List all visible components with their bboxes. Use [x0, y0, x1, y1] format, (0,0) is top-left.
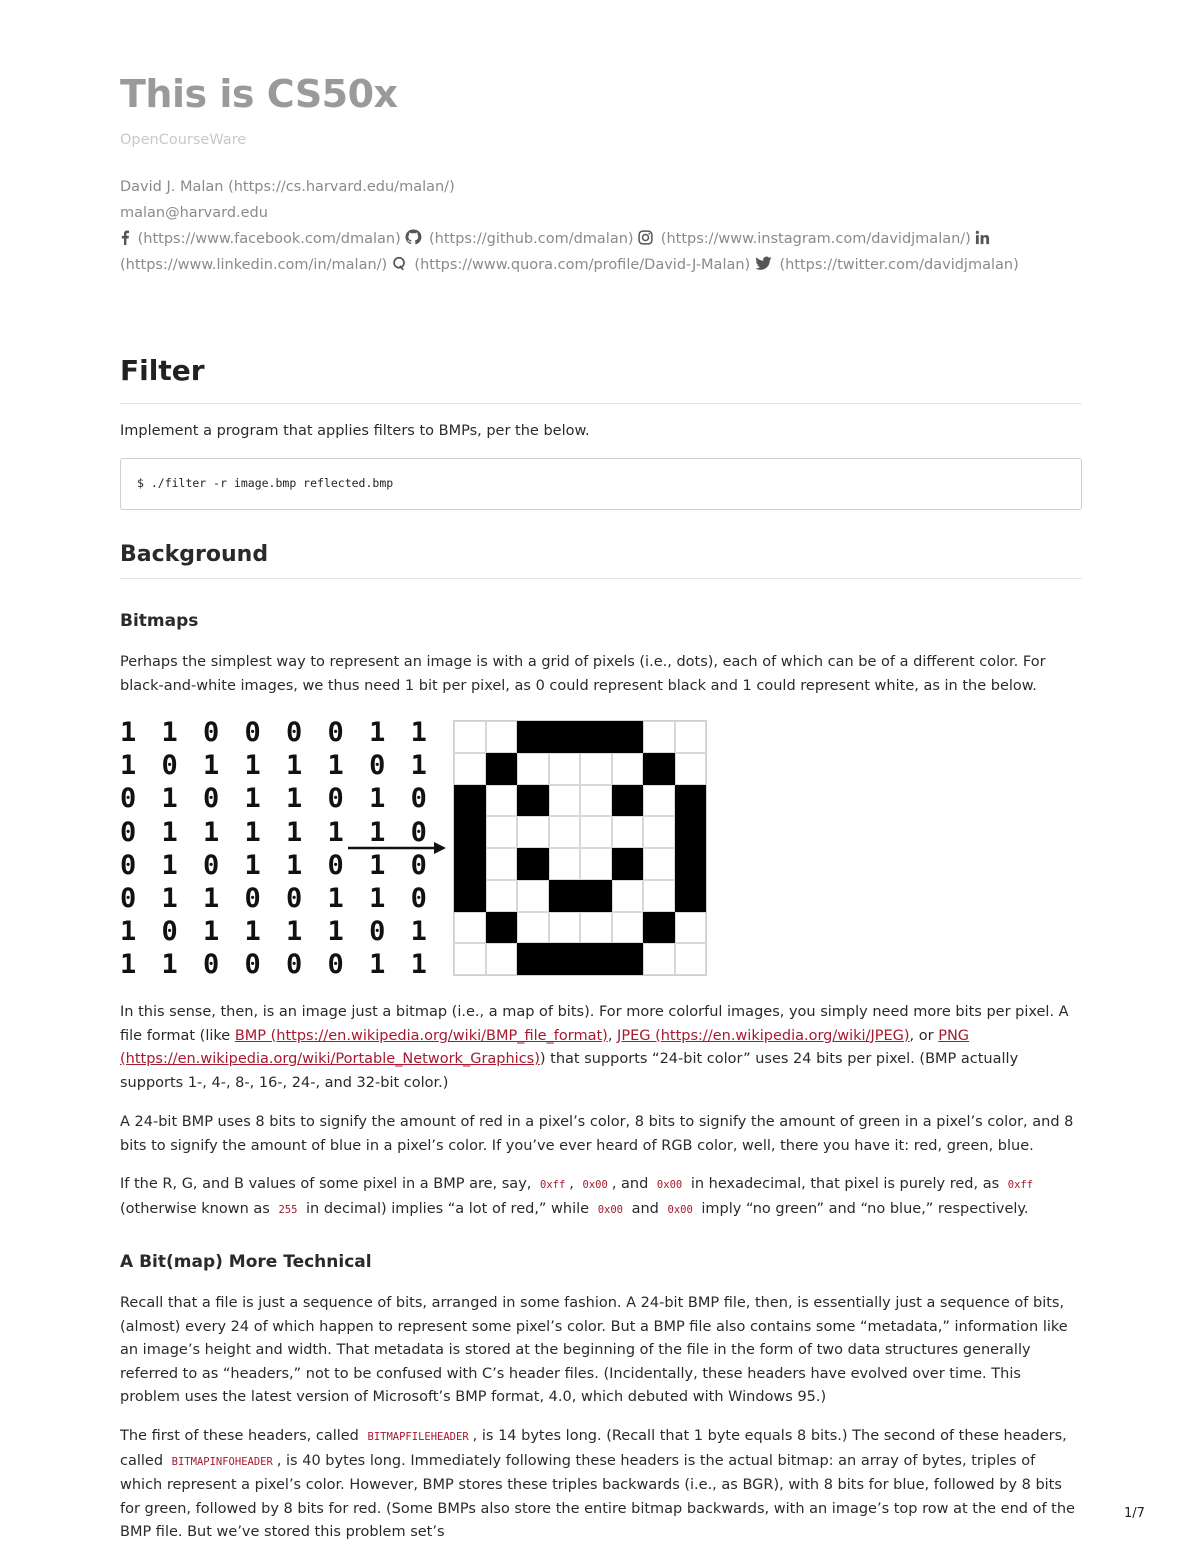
black-pixel: [580, 943, 612, 975]
white-pixel: [549, 753, 581, 785]
white-pixel: [675, 943, 707, 975]
white-pixel: [517, 753, 549, 785]
white-pixel: [643, 785, 675, 817]
binary-row: 0 1 0 1 1 0 1 0: [120, 849, 432, 881]
black-pixel: [675, 816, 707, 848]
white-pixel: [454, 943, 486, 975]
white-pixel: [580, 912, 612, 944]
white-pixel: [517, 816, 549, 848]
black-pixel: [549, 721, 581, 753]
command-code-block: [120, 458, 1082, 510]
white-pixel: [675, 721, 707, 753]
black-pixel: [486, 753, 518, 785]
black-pixel: [675, 880, 707, 912]
p4-text-h: imply “no green” and “no blue,” respectively.: [696, 1200, 1029, 1217]
white-pixel: [517, 912, 549, 944]
p2-text-b: ,: [607, 1027, 618, 1044]
black-pixel: [580, 880, 612, 912]
white-pixel: [675, 753, 707, 785]
white-pixel: [675, 912, 707, 944]
social-links-line-2: [120, 252, 1082, 278]
p4-text-d: in hexadecimal, that pixel is purely red, as: [686, 1176, 1004, 1192]
headers-paragraph: Recall that a file is just a sequence of bits, arranged in some fashion. A 24-bit BMP file, then, is essentially just a sequence of bits, (almost) every 24 of which happen to represent some pixel’s color. But a BMP file also contains some “metadata,” information like an image’s height and width. That metadata is stored at the beginning of the file in the form of two data structures generally referred to as “headers,” not to be confused with C’s header files. (Incidentally, these headers have evolved over time. This problem uses the latest version of Microsoft’s BMP format, 4.0, which debuted with Windows 95.): [120, 1295, 1068, 1405]
png-link[interactable]: PNG (https://en.wikipedia.org/wiki/Portable_Network_Graphics): [120, 1027, 970, 1067]
inline-code: 0x00: [582, 1179, 608, 1191]
white-pixel: [580, 785, 612, 817]
github-icon: [405, 229, 421, 245]
black-pixel: [675, 848, 707, 880]
white-pixel: [486, 785, 518, 817]
inline-code: 0x00: [597, 1203, 623, 1216]
p2-text-d: ) that supports “24-bit color” uses 24 bits per pixel. (BMP actually supports 1-, 4-, 8-, 16-, 24-, and 32-bit color.): [120, 1051, 1019, 1091]
black-pixel: [454, 816, 486, 848]
github-link[interactable]: (https://github.com/dmalan): [428, 231, 634, 247]
p4-text-c: , and: [611, 1176, 653, 1192]
white-pixel: [454, 912, 486, 944]
white-pixel: [486, 880, 518, 912]
white-pixel: [612, 912, 644, 944]
title-divider: [120, 403, 1082, 404]
command-text: $ ./filter -r image.bmp reflected.bmp: [137, 476, 394, 490]
p6-text-b: , is 14 bytes long. (Recall that 1 byte equals 8 bits.) The second of these headers, called: [120, 1428, 1067, 1469]
white-pixel: [580, 753, 612, 785]
p4-text-b: ,: [569, 1176, 579, 1192]
black-pixel: [612, 848, 644, 880]
black-pixel: [517, 785, 549, 817]
technical-heading: A Bit(map) More Technical: [120, 1252, 372, 1272]
black-pixel: [643, 753, 675, 785]
quora-link[interactable]: (https://www.quora.com/profile/David-J-Malan): [414, 257, 751, 273]
author-block: [120, 174, 1082, 278]
page-number: 1/7: [1124, 1506, 1145, 1521]
binary-row: 0 1 1 1 1 1 1 0: [120, 816, 432, 848]
white-pixel: [643, 943, 675, 975]
author-name[interactable]: David J. Malan (https://cs.harvard.edu/malan/): [120, 179, 455, 195]
inline-code: 255: [278, 1203, 298, 1216]
inline-code: 0xff: [540, 1179, 566, 1191]
inline-code: 0x00: [656, 1179, 683, 1191]
p2-text-c: , or: [909, 1027, 939, 1044]
bitmap-structure-paragraph: [120, 1425, 1082, 1540]
white-pixel: [454, 753, 486, 785]
bitmap-paragraph: [120, 1001, 1082, 1095]
black-pixel: [612, 785, 644, 817]
right-arrow-icon: [348, 838, 448, 858]
binary-row: 1 0 1 1 1 1 0 1: [120, 916, 432, 948]
white-pixel: [643, 848, 675, 880]
rgb-paragraph: A 24-bit BMP uses 8 bits to signify the amount of red in a pixel’s color, 8 bits to signify the amount of green in a pixel’s color, and 8 bits to signify the amount of blue in a pixel’s color. If you’ve ever heard of RGB color, well, there you have it: red, green, blue.: [120, 1114, 1074, 1154]
p4-text-a: If the R, G, and B values of some pixel in a BMP are, say,: [120, 1176, 536, 1192]
white-pixel: [549, 785, 581, 817]
facebook-icon: [120, 230, 130, 245]
bmp-link[interactable]: BMP (https://en.wikipedia.org/wiki/BMP_file_format): [234, 1027, 608, 1044]
black-pixel: [612, 721, 644, 753]
linkedin-link[interactable]: (https://www.linkedin.com/in/malan/): [120, 257, 388, 273]
white-pixel: [549, 816, 581, 848]
intro-paragraph: Implement a program that applies filters to BMPs, per the below.: [120, 423, 590, 439]
binary-row: 0 1 1 0 0 1 1 0: [120, 883, 432, 915]
white-pixel: [486, 721, 518, 753]
white-pixel: [612, 753, 644, 785]
p2-text-a: In this sense, then, is an image just a bitmap (i.e., a map of bits). For more colorful images, you simply need more bits per pixel. A file format (like: [120, 1004, 1069, 1044]
black-pixel: [486, 912, 518, 944]
white-pixel: [643, 721, 675, 753]
background-divider: [120, 578, 1082, 579]
black-pixel: [454, 785, 486, 817]
twitter-icon: [755, 256, 772, 271]
site-subtitle: OpenCourseWare: [120, 132, 247, 148]
white-pixel: [517, 880, 549, 912]
white-pixel: [612, 816, 644, 848]
facebook-link[interactable]: (https://www.facebook.com/dmalan): [137, 231, 401, 247]
black-pixel: [549, 880, 581, 912]
black-pixel: [517, 721, 549, 753]
white-pixel: [580, 816, 612, 848]
black-pixel: [517, 848, 549, 880]
black-pixel: [643, 912, 675, 944]
site-title: This is CS50x: [120, 72, 398, 116]
bitmaps-heading: Bitmaps: [120, 611, 199, 631]
twitter-link[interactable]: (https://twitter.com/davidjmalan): [779, 257, 1019, 273]
instagram-link[interactable]: (https://www.instagram.com/davidjmalan/): [660, 231, 971, 247]
author-email[interactable]: malan@harvard.edu: [120, 205, 268, 221]
black-pixel: [454, 848, 486, 880]
bitmaps-paragraph: Perhaps the simplest way to represent an image is with a grid of pixels (i.e., dots), each of which can be of a different color. For black-and-white images, we thus need 1 bit per pixel, as 0 could represent black and 1 could represent white, as in the below.: [120, 654, 1046, 694]
quora-icon: [392, 256, 407, 271]
inline-code: 0xff: [1007, 1179, 1034, 1191]
inline-code: BITMAPFILEHEADER: [367, 1431, 469, 1443]
inline-code: 0x00: [667, 1203, 693, 1216]
p6-text-c: , is 40 bytes long. Immediately following these headers is the actual bitmap: an array of bytes, triples of which represent a pixel’s color. However, BMP stores these triples backwards (i.e., as BGR), with 8 bits for blue, followed by 8 bits for green, followed by 8 bits for red. (Some BMPs also store the entire bitmap backwards, with an image’s top row at the end of the BMP file. But we’ve stored this problem set’s: [120, 1452, 1075, 1540]
white-pixel: [643, 880, 675, 912]
inline-code: BITMAPINFOHEADER: [171, 1455, 273, 1468]
black-pixel: [612, 943, 644, 975]
linkedin-icon: [975, 230, 990, 245]
p4-text-f: in decimal) implies “a lot of red,” while: [301, 1200, 594, 1217]
background-heading: Background: [120, 542, 269, 567]
p4-text-g: and: [627, 1200, 664, 1217]
white-pixel: [580, 848, 612, 880]
black-pixel: [580, 721, 612, 753]
binary-row: 1 1 0 0 0 0 1 1: [120, 949, 432, 981]
black-pixel: [675, 785, 707, 817]
p6-text-a: The first of these headers, called: [120, 1428, 364, 1444]
binary-row: 1 1 0 0 0 0 1 1: [120, 717, 432, 748]
instagram-icon: [638, 230, 653, 245]
hex-paragraph: [120, 1173, 1082, 1222]
white-pixel: [454, 721, 486, 753]
white-pixel: [549, 848, 581, 880]
binary-row: 1 0 1 1 1 1 0 1: [120, 750, 432, 782]
p4-text-e: (otherwise known as: [120, 1200, 275, 1217]
black-pixel: [549, 943, 581, 975]
jpeg-link[interactable]: JPEG (https://en.wikipedia.org/wiki/JPEG): [617, 1027, 910, 1044]
white-pixel: [486, 943, 518, 975]
white-pixel: [486, 848, 518, 880]
smiley-pixel-grid: [453, 720, 707, 976]
white-pixel: [612, 880, 644, 912]
white-pixel: [643, 816, 675, 848]
binary-row: 0 1 0 1 1 0 1 0: [120, 783, 432, 815]
black-pixel: [517, 943, 549, 975]
page-title: Filter: [120, 354, 205, 387]
social-links-line-1: [120, 226, 1082, 252]
white-pixel: [549, 912, 581, 944]
white-pixel: [486, 816, 518, 848]
black-pixel: [454, 880, 486, 912]
